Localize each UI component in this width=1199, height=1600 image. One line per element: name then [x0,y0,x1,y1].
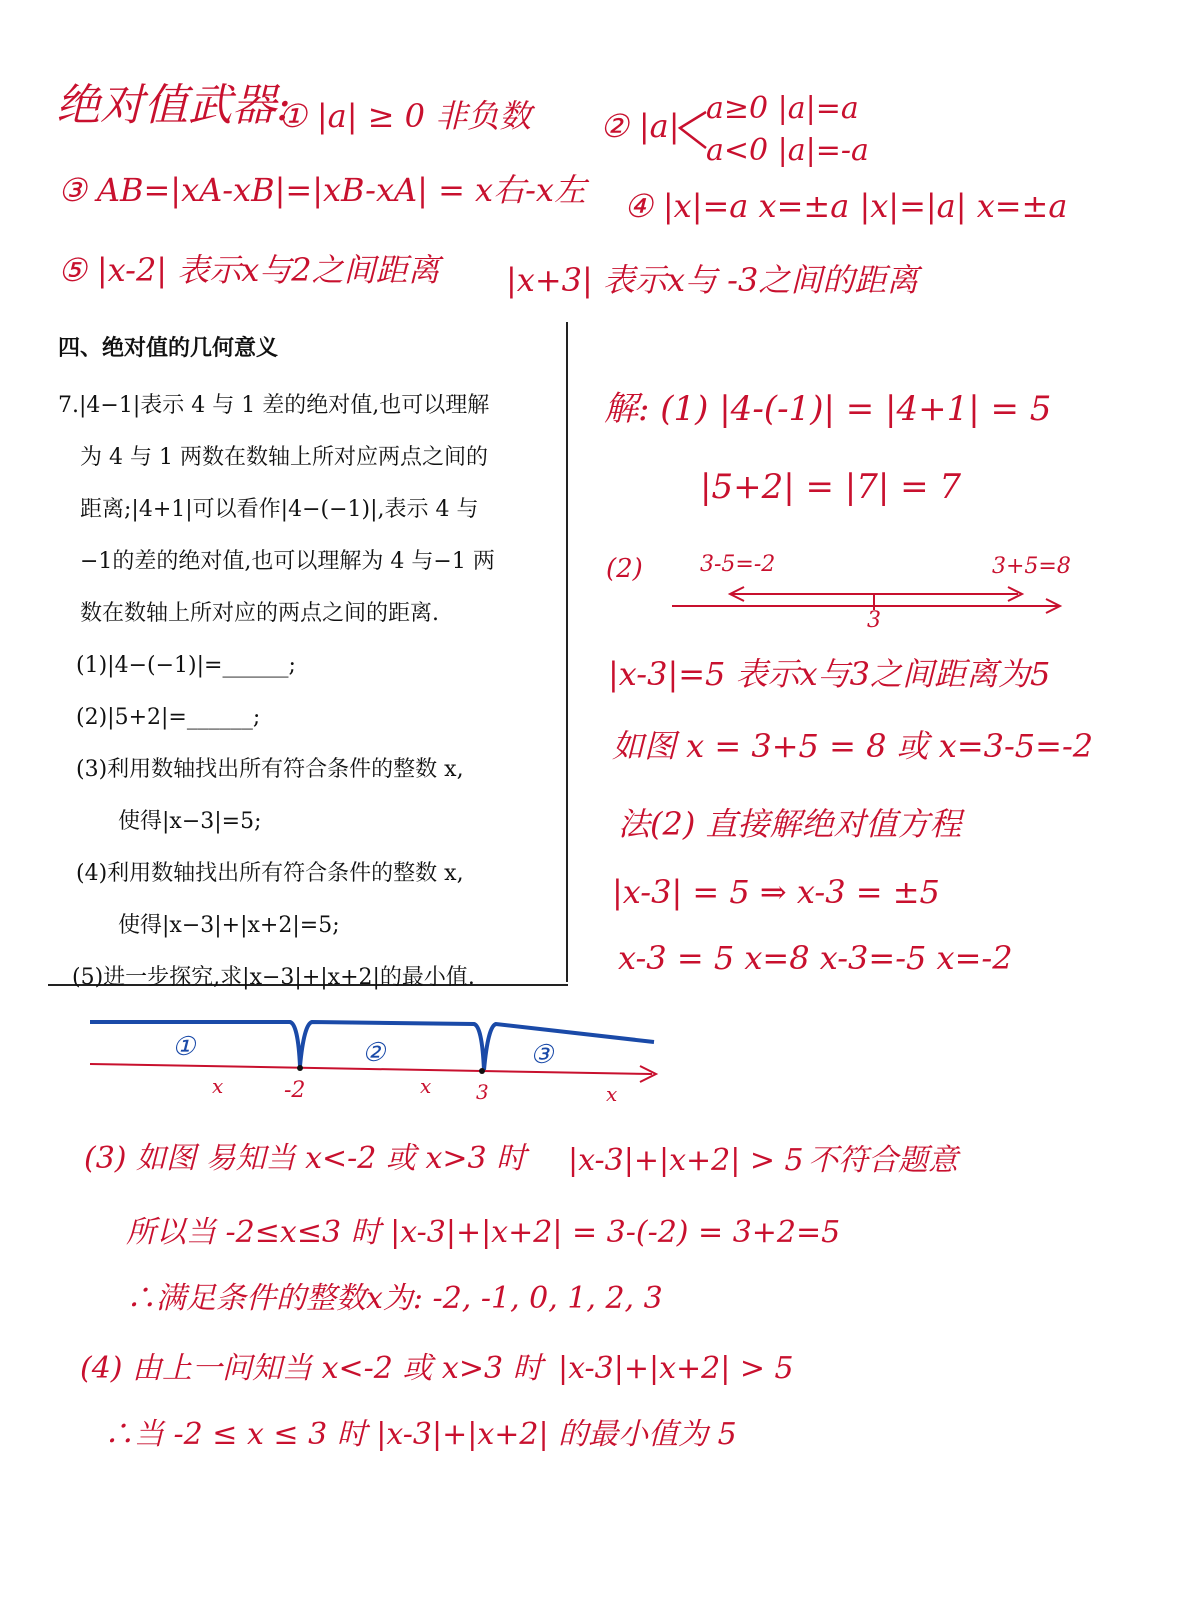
solution-7: x-3 = 5 x=8 x-3=-5 x=-2 [618,939,1013,977]
solution-5: 法(2) 直接解绝对值方程 [618,805,962,843]
problem-right-border [566,322,568,982]
weapon-5a: ⑤ |x-2| 表示x与2之间距离 [58,251,440,289]
weapon-4: ④ |x|=a x=±a |x|=|a| x=±a [624,187,1068,225]
solution-3: |x-3|=5 表示x与3之间距离为5 [608,655,1051,693]
section-title: 四、绝对值的几何意义 [58,336,279,361]
problem-line-5: 数在数轴上所对应的两点之间的距离. [80,601,439,626]
bottom-line-5: ∴当 -2 ≤ x ≤ 3 时 |x-3|+|x+2| 的最小值为 5 [104,1417,737,1452]
numberline-right-label: 3+5=8 [992,554,1071,579]
solution-1: 解: (1) |4-(-1)| = |4+1| = 5 [604,389,1052,429]
solution-6: |x-3| = 5 ⇒ x-3 = ±5 [612,873,940,911]
numberline-three-label: 3 [867,608,881,633]
solution-2: |5+2| = |7| = 7 [700,467,962,507]
bottom-line-1a: (3) 如图 易知当 x<-2 或 x>3 时 [84,1141,527,1176]
question-5: (5)进一步探究,求|x−3|+|x+2|的最小值. [72,965,475,990]
axis-x-label-3: x [606,1082,618,1106]
problem-text [58,380,495,1004]
problem-line-4: −1的差的绝对值,也可以理解为 4 与−1 两 [80,549,495,574]
bottom-line-1c: 不符合题意 [808,1143,958,1178]
bottom-line-4b: |x-3|+|x+2| > 5 [558,1351,794,1386]
axis-tick-3: 3 [476,1080,489,1104]
weapon-1: ① |a| ≥ 0 非负数 [278,97,532,135]
axis-tick-minus2: -2 [284,1078,306,1103]
weapon-2-case1: a≥0 |a|=a [706,91,859,126]
problem-line-2: 为 4 与 1 两数在数轴上所对应两点之间的 [80,445,488,470]
solution-part2-label: (2) [606,554,643,584]
question-3b: 使得|x−3|=5; [118,809,262,834]
numberline-left-label: 3-5=-2 [700,552,776,577]
problem-line-3: 距离;|4+1|可以看作|4−(−1)|,表示 4 与 [80,497,479,522]
question-4a: (4)利用数轴找出所有符合条件的整数 x, [76,861,464,886]
bottom-line-4a: (4) 由上一问知当 x<-2 或 x>3 时 [80,1351,543,1386]
weapon-3: ③ AB=|xA-xB|=|xB-xA| = x右-x左 [58,171,586,209]
problem-line-1: 7.|4−1|表示 4 与 1 差的绝对值,也可以理解 [58,393,490,418]
weapon-2-label: ② |a| [600,107,680,145]
header-title: 绝对值武器: [56,80,291,131]
axis-x-label-1: x [212,1074,224,1098]
solution-4: 如图 x = 3+5 = 8 或 x=3-5=-2 [612,727,1094,765]
weapon-5b: |x+3| 表示x与 -3之间的距离 [506,261,919,299]
region-3-label: ③ [530,1040,554,1070]
question-1: (1)|4−(−1)|=______; [76,653,296,678]
bottom-line-2: 所以当 -2≤x≤3 时 |x-3|+|x+2| = 3-(-2) = 3+2=5 [126,1215,841,1250]
bottom-line-3: ∴满足条件的整数x为: -2, -1, 0, 1, 2, 3 [126,1281,663,1316]
region-1-label: ① [172,1032,196,1062]
region-2-label: ② [362,1038,386,1068]
question-2: (2)|5+2|=______; [76,705,261,730]
axis-x-label-2: x [420,1074,432,1098]
weapon-2-case2: a<0 |a|=-a [706,133,869,168]
question-4b: 使得|x−3|+|x+2|=5; [118,913,340,938]
question-3a: (3)利用数轴找出所有符合条件的整数 x, [76,757,464,782]
bottom-line-1b: |x-3|+|x+2| > 5 [568,1143,804,1178]
